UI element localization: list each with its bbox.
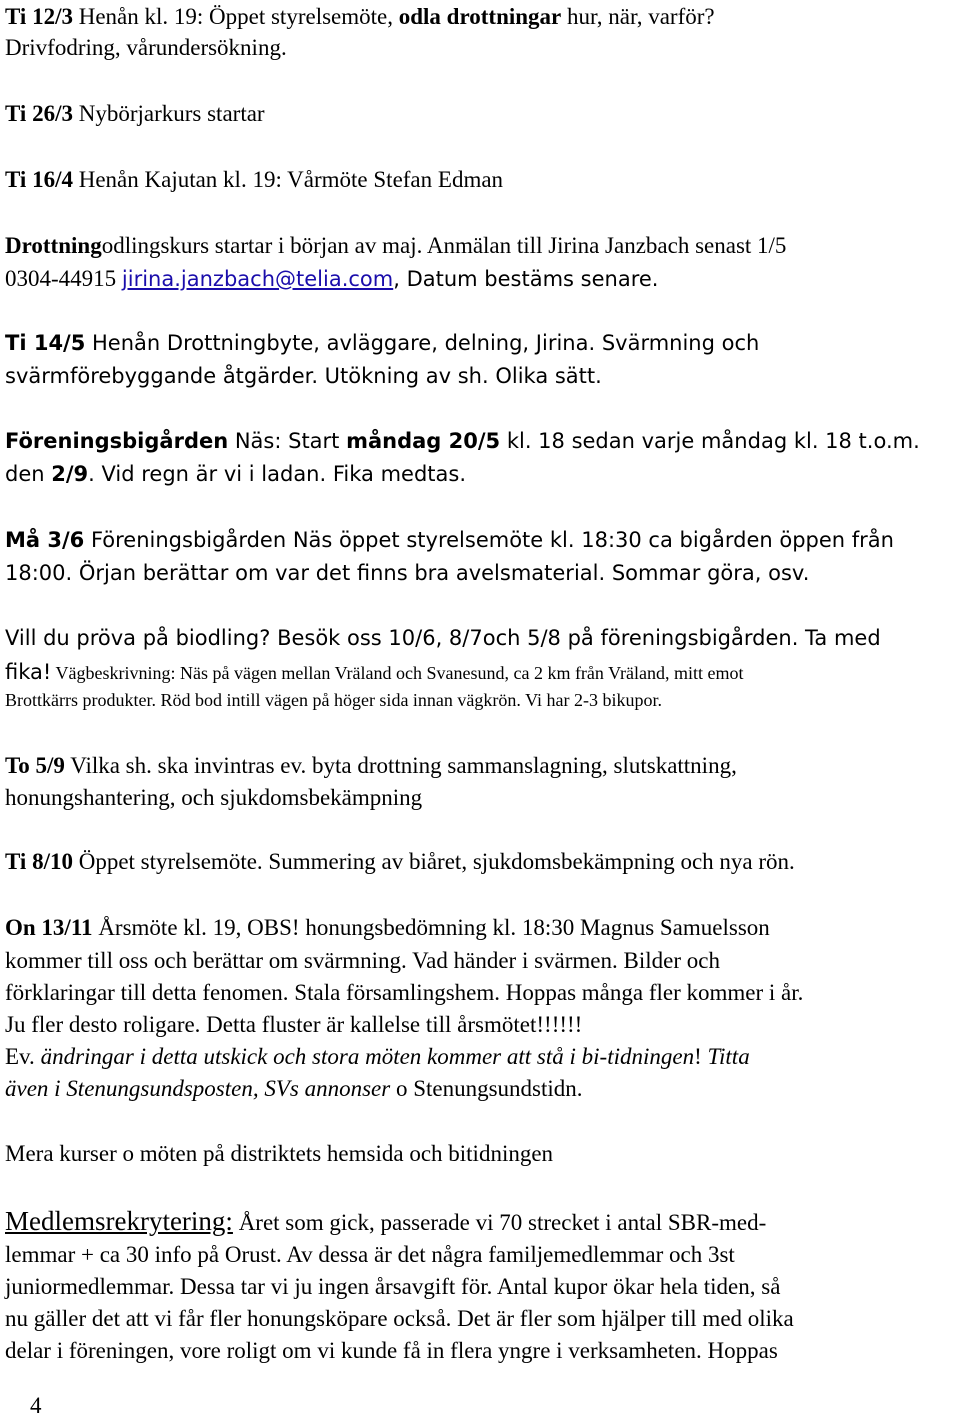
line-5: Drottningodlingskurs startar i början av maj. Anmälan till Jirina Janzbach senast 1/5 [5, 233, 787, 258]
line-25: Mera kurser o möten på distriktets hemsida och bitidningen [5, 1141, 554, 1166]
line-15: Brottkärrs produkter. Röd bod intill vägen på höger sida innan vägkrön. Vi har 2-3 bikupor. [5, 690, 662, 710]
line-28: juniormedlemmar. Dessa tar vi ju ingen årsavgift för. Antal kupor ökar hela tiden, så [5, 1274, 781, 1299]
line-18: Ti 8/10 Öppet styrelsemöte. Summering av biåret, sjukdomsbekämpning och nya rön. [5, 849, 795, 874]
date-label: Ti 14/5 [5, 331, 86, 355]
line-20: kommer till oss och berättar om svärmning. Vad händer i svärmen. Bilder och [5, 948, 720, 973]
line-30: delar i föreningen, vore roligt om vi kunde få in flera yngre i verksamheten. Hoppas [5, 1338, 778, 1363]
line-12: 18:00. Örjan berättar om var det finns bra avelsmaterial. Sommar göra, osv. [5, 561, 810, 585]
line-4: Ti 16/4 Henån Kajutan kl. 19: Vårmöte Stefan Edman [5, 167, 504, 192]
line-19: On 13/11 Årsmöte kl. 19, OBS! honungsbedömning kl. 18:30 Magnus Samuelsson [5, 915, 770, 940]
line-21: förklaringar till detta fenomen. Stala församlingshem. Hoppas många fler kommer i år. [5, 980, 804, 1005]
email-link[interactable]: jirina.janzbach@telia.com [121, 267, 394, 291]
line-13: Vill du pröva på biodling? Besök oss 10/6, 8/7och 5/8 på föreningsbigården. Ta med [5, 626, 881, 650]
line-23: Ev. ändringar i detta utskick och stora möten kommer att stå i bi-tidningen! Titta [5, 1044, 750, 1069]
line-1: Ti 12/3 Henån kl. 19: Öppet styrelsemöte, odla drottningar hur, när, varför? [5, 4, 715, 29]
date-label: On 13/11 [5, 915, 93, 940]
line-24: även i Stenungsundsposten, SVs annonser o Stenungsundstidn. [5, 1076, 583, 1101]
line-11: Må 3/6 Föreningsbigården Näs öppet styrelsemöte kl. 18:30 ca bigården öppen från [5, 528, 894, 552]
date-label: Ti 16/4 [5, 167, 73, 192]
date-label: To 5/9 [5, 753, 65, 778]
line-3: Ti 26/3 Nybörjarkurs startar [5, 101, 265, 126]
date-label: Ti 8/10 [5, 849, 73, 874]
line-16: To 5/9 Vilka sh. ska invintras ev. byta drottning sammanslagning, slutskattning, [5, 753, 737, 778]
line-7: Ti 14/5 Henån Drottningbyte, avläggare, delning, Jirina. Svärmning och [5, 331, 760, 355]
line-2: Drivfodring, vårundersökning. [5, 35, 287, 60]
date-label: Må 3/6 [5, 528, 85, 552]
date-label: Ti 12/3 [5, 4, 73, 29]
date-label: Ti 26/3 [5, 101, 73, 126]
line-27: lemmar + ca 30 info på Orust. Av dessa är det några familjemedlemmar och 3st [5, 1242, 735, 1267]
line-14: fika! Vägbeskrivning: Näs på vägen mellan Vräland och Svanesund, ca 2 km från Vräland, mitt emot [5, 660, 744, 684]
line-8: svärmförebyggande åtgärder. Utökning av sh. Olika sätt. [5, 364, 602, 388]
section-heading: Medlemsrekrytering: [5, 1206, 233, 1236]
line-9: Föreningsbigården Näs: Start måndag 20/5 kl. 18 sedan varje måndag kl. 18 t.o.m. [5, 429, 920, 453]
line-26: Medlemsrekrytering: Året som gick, passerade vi 70 strecket i antal SBR-med- [5, 1206, 767, 1236]
line-22: Ju fler desto roligare. Detta fluster är kallelse till årsmötet!!!!!! [5, 1012, 583, 1037]
line-10: den 2/9. Vid regn är vi i ladan. Fika medtas. [5, 462, 466, 486]
line-6: 0304-44915 jirina.janzbach@telia.com, Datum bestäms senare. [5, 266, 659, 291]
line-17: honungshantering, och sjukdomsbekämpning [5, 785, 423, 810]
line-29: nu gäller det att vi får fler honungsköpare också. Det är fler som hjälper till med olika [5, 1306, 794, 1331]
page-number: 4 [30, 1393, 42, 1418]
